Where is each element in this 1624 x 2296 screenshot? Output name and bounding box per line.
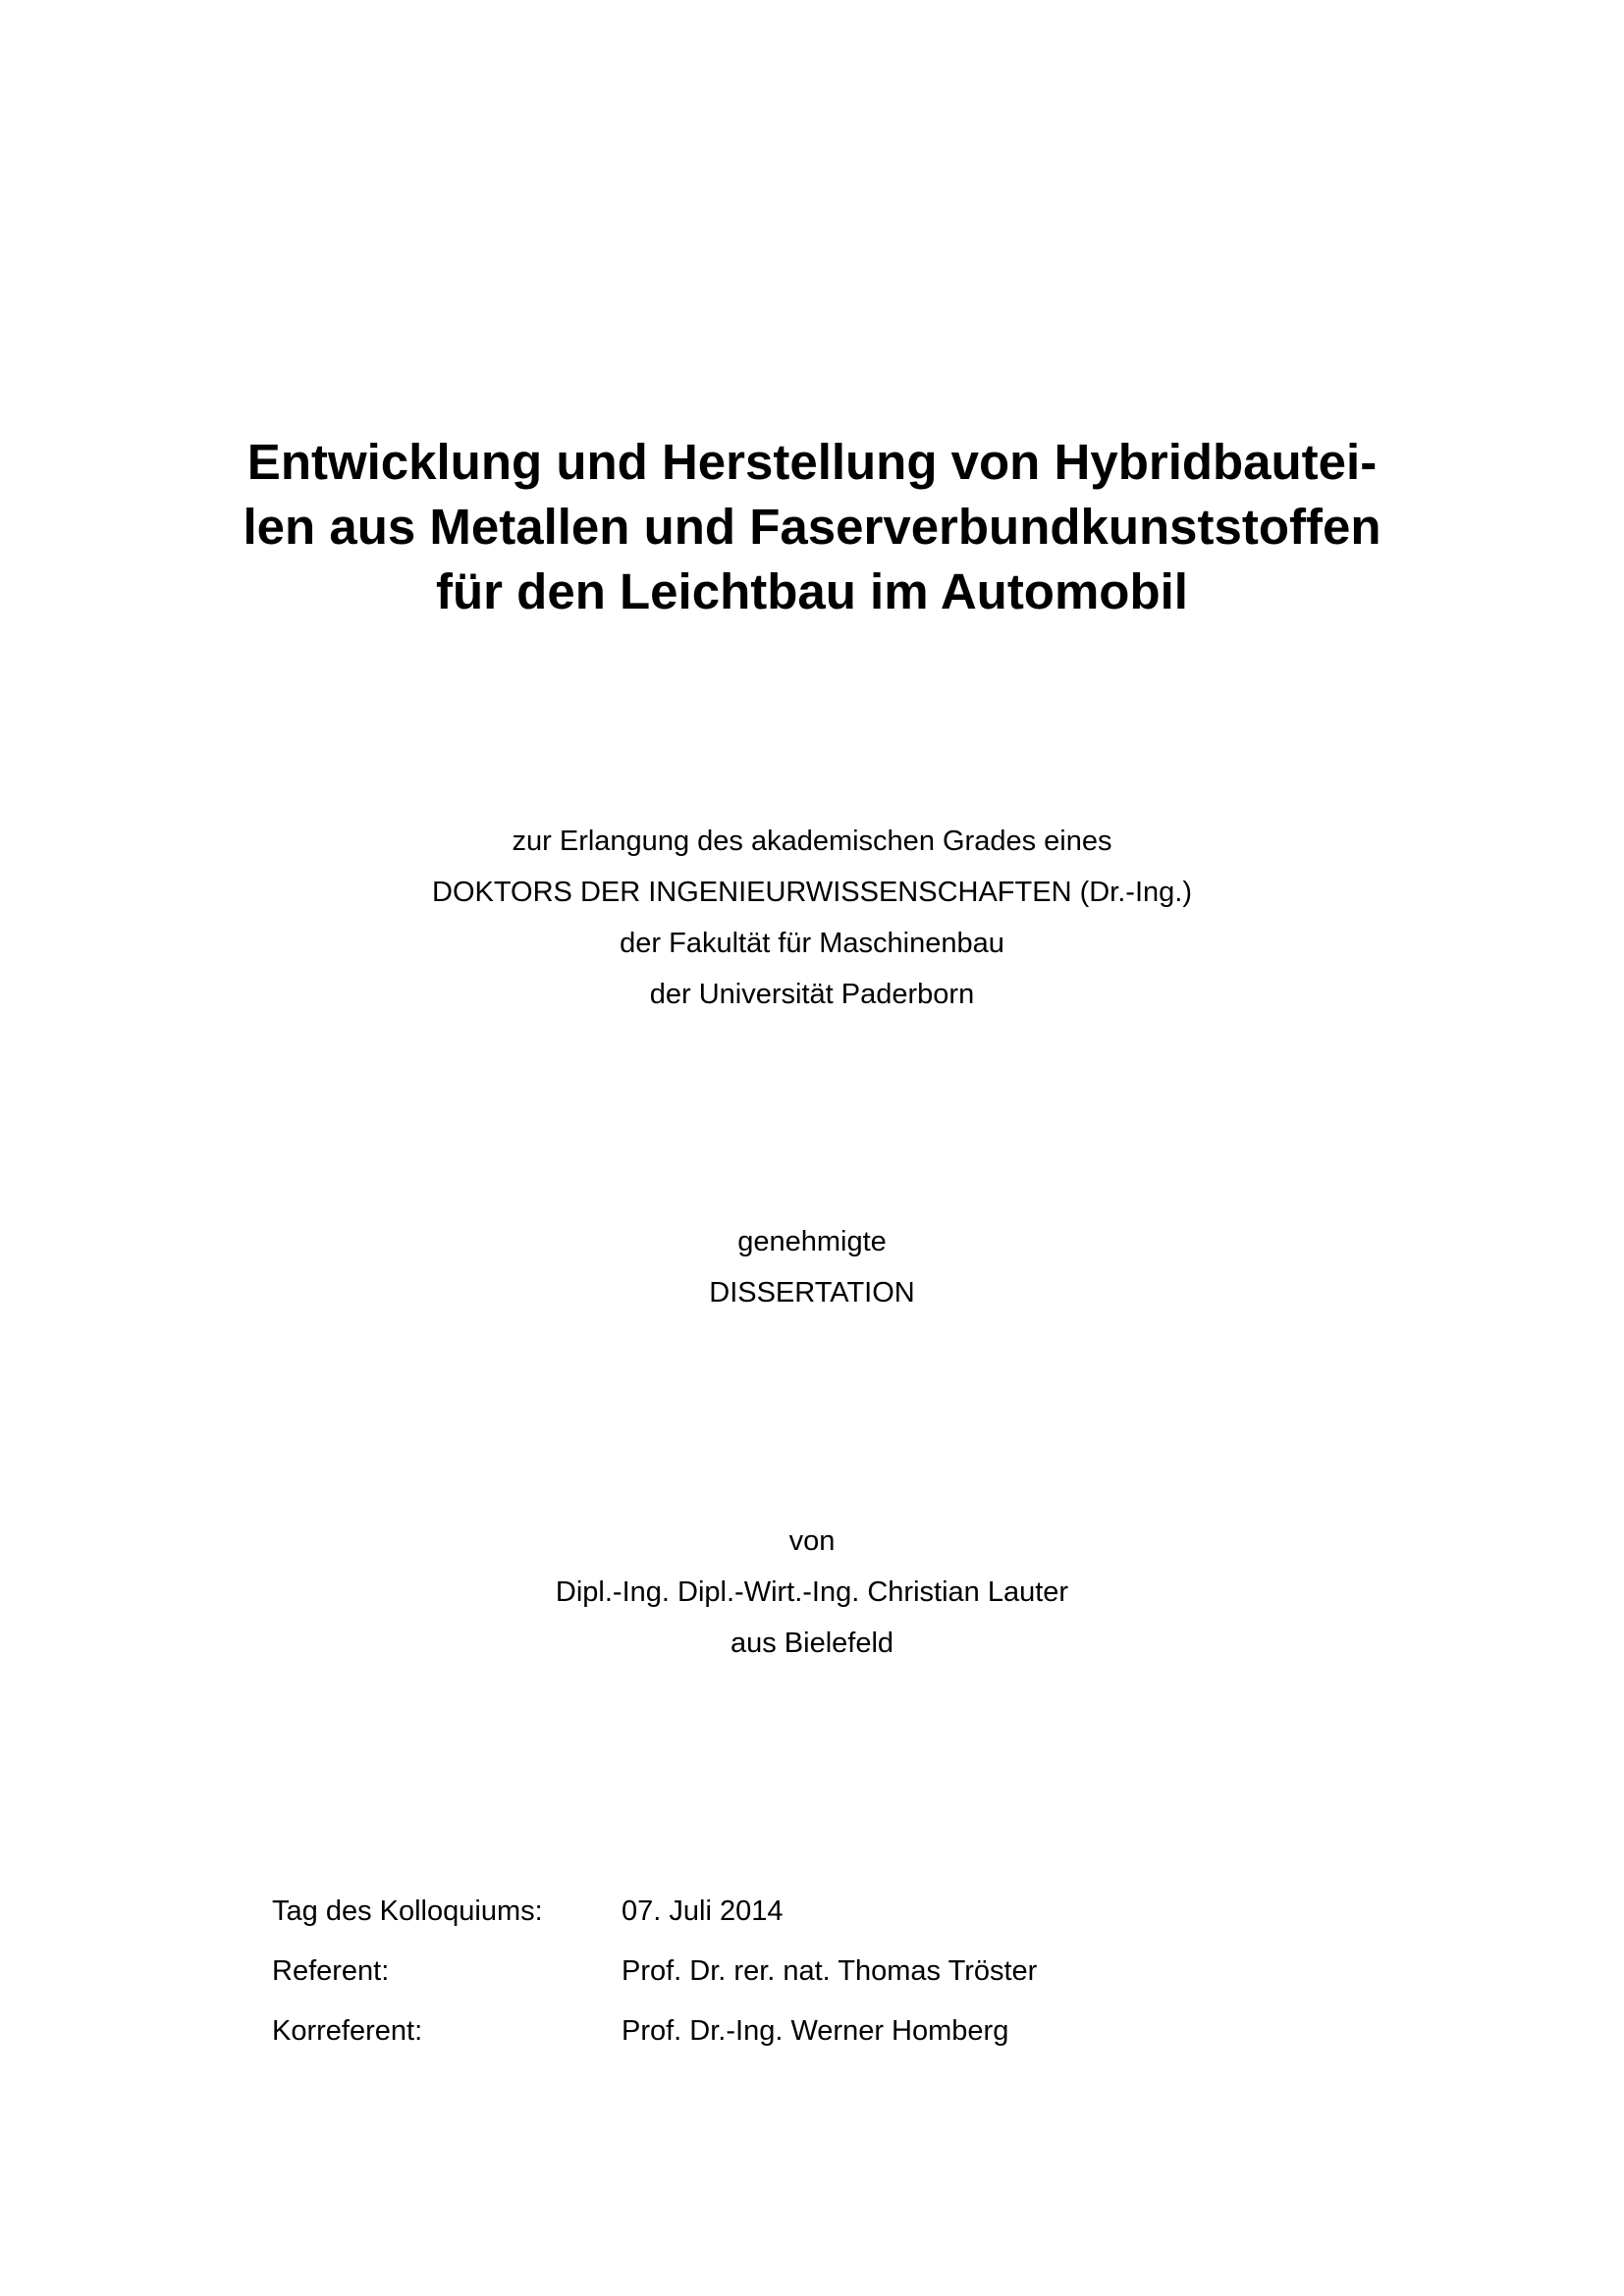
- degree-line: DOKTORS DER INGENIEURWISSENSCHAFTEN (Dr.-Ing.): [432, 877, 1192, 908]
- meta-label: Tag des Kolloquiums:: [272, 1896, 543, 1927]
- thesis-title: [0, 430, 1624, 624]
- author-name: Dipl.-Ing. Dipl.-Wirt.-Ing. Christian Lauter: [555, 1576, 1069, 1608]
- colloquium-date-row: [272, 1882, 1037, 1942]
- thesis-title-line: len aus Metallen und Faserverbundkunststoffen: [243, 499, 1381, 555]
- meta-label: Korreferent:: [272, 2015, 423, 2047]
- author-block: [0, 1516, 1624, 1669]
- degree-statement: [0, 816, 1624, 1020]
- dissertation-label: [0, 1216, 1624, 1318]
- dissertation-line: genehmigte: [737, 1226, 887, 1257]
- degree-line: der Fakultät für Maschinenbau: [620, 928, 1004, 959]
- korreferent-row: [272, 2002, 1037, 2061]
- meta-label: Referent:: [272, 1955, 390, 1987]
- meta-value: 07. Juli 2014: [622, 1896, 784, 1927]
- author-origin: aus Bielefeld: [730, 1628, 894, 1659]
- meta-value: Prof. Dr. rer. nat. Thomas Tröster: [622, 1955, 1038, 1987]
- thesis-title-line: für den Leichtbau im Automobil: [436, 563, 1188, 619]
- dissertation-line: DISSERTATION: [709, 1277, 915, 1308]
- degree-line: zur Erlangung des akademischen Grades eines: [512, 826, 1112, 857]
- degree-line: der Universität Paderborn: [649, 979, 975, 1010]
- colloquium-details: [272, 1882, 1037, 2061]
- thesis-title-line: Entwicklung und Herstellung von Hybridbautei-: [246, 434, 1378, 490]
- author-line: von: [788, 1525, 836, 1557]
- meta-value: Prof. Dr.-Ing. Werner Homberg: [622, 2015, 1009, 2047]
- referent-row: [272, 1942, 1037, 2002]
